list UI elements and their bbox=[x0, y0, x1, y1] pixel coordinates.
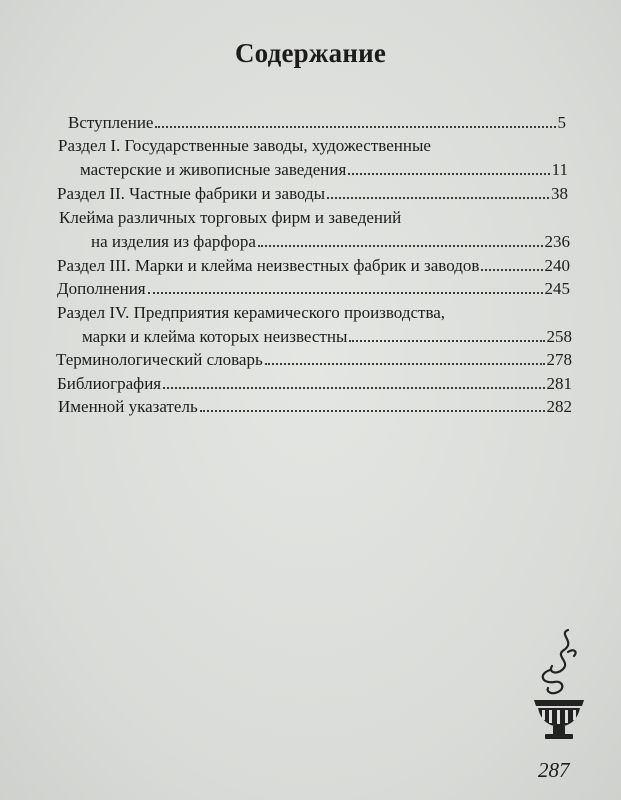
dot-leader bbox=[349, 339, 544, 342]
toc-entry-title: Дополнения bbox=[57, 279, 146, 298]
toc-entry[interactable] bbox=[58, 397, 572, 417]
steaming-cup-icon bbox=[528, 622, 590, 750]
toc-entry-title: Терминологический словарь bbox=[56, 350, 263, 369]
toc-entry-title: Вступление bbox=[68, 113, 154, 132]
dot-leader bbox=[258, 244, 543, 247]
toc-entry-title: Раздел II. Частные фабрики и заводы bbox=[57, 184, 326, 203]
toc-entry-page: 240 bbox=[544, 256, 570, 275]
toc-entry[interactable] bbox=[57, 374, 572, 394]
toc-entry[interactable] bbox=[80, 160, 568, 180]
toc-entry[interactable] bbox=[82, 327, 572, 347]
toc-entry[interactable] bbox=[57, 279, 570, 299]
toc-entry-title: Раздел III. Марки и клейма неизвестных фабрик и заводов bbox=[57, 256, 480, 275]
toc-entry-page: 245 bbox=[544, 279, 570, 298]
toc-entry[interactable] bbox=[68, 113, 566, 133]
dot-leader bbox=[200, 409, 545, 412]
page-number: 287 bbox=[538, 758, 570, 782]
toc-entry-page: 281 bbox=[546, 374, 572, 393]
toc-entry-title: Библиография bbox=[57, 374, 162, 393]
dot-leader bbox=[163, 386, 544, 389]
dot-leader bbox=[155, 125, 555, 128]
toc-entry-page: 38 bbox=[551, 184, 568, 203]
toc-entry-page: 278 bbox=[546, 350, 572, 369]
toc-entry-page: 236 bbox=[544, 232, 570, 251]
dot-leader bbox=[148, 291, 543, 294]
toc-entry-title: на изделия из фарфора bbox=[91, 232, 256, 251]
toc-entry[interactable] bbox=[91, 232, 570, 252]
toc-entry-page: 258 bbox=[546, 327, 572, 346]
dot-leader bbox=[265, 362, 545, 365]
toc-entry-title: марки и клейма которых неизвестны bbox=[82, 327, 348, 346]
toc-entry-title-line: Раздел I. Государственные заводы, художественные bbox=[58, 136, 431, 155]
page-title: Содержание bbox=[234, 38, 387, 68]
toc-entry-title-line: Клейма различных торговых фирм и заведений bbox=[59, 208, 402, 227]
toc-entry[interactable] bbox=[57, 256, 570, 276]
dot-leader bbox=[348, 172, 549, 175]
toc-entry[interactable] bbox=[56, 350, 572, 370]
toc-entry-title: Именной указатель bbox=[58, 397, 198, 416]
toc-entry[interactable] bbox=[57, 184, 568, 204]
toc-entry-title: мастерские и живописные заведения bbox=[80, 160, 347, 179]
toc-entry-page: 11 bbox=[551, 160, 568, 179]
toc-entry-title-line: Раздел IV. Предприятия керамического производства, bbox=[57, 303, 446, 322]
dot-leader bbox=[327, 196, 549, 199]
toc-entry-page: 5 bbox=[557, 113, 566, 132]
dot-leader bbox=[481, 268, 542, 271]
toc-entry-page: 282 bbox=[546, 397, 572, 416]
